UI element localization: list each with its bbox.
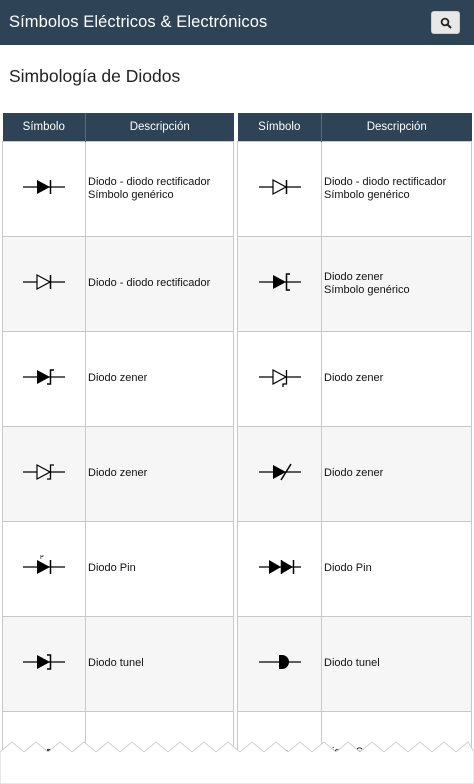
zener-diode-outline-icon <box>21 475 67 487</box>
column-header-description: Descripción <box>322 113 472 141</box>
symbol-cell <box>3 236 86 331</box>
table-row[interactable] <box>3 236 234 331</box>
description-line: Diodo zener <box>88 467 148 479</box>
symbol-cell <box>238 331 322 426</box>
table-row[interactable] <box>238 616 472 711</box>
symbol-cell <box>238 616 322 711</box>
symbol-cell <box>238 426 322 521</box>
table-row[interactable] <box>238 521 472 616</box>
symbol-cell <box>3 521 86 616</box>
description-line: Diodo - diodo rectificador <box>88 175 211 188</box>
symbol-cell <box>238 236 322 331</box>
tunnel-diode-half-icon <box>257 665 303 677</box>
app-title: Símbolos Eléctricos & Electrónicos <box>9 13 268 31</box>
table-row[interactable] <box>238 141 472 236</box>
diode-outline-icon <box>257 190 303 202</box>
symbols-table-left <box>2 113 234 784</box>
symbol-cell <box>3 331 86 426</box>
table-row[interactable] <box>3 616 234 711</box>
description-line: Diodo zener <box>324 270 384 283</box>
zener-diode-slash-icon <box>257 475 303 487</box>
description-cell <box>86 331 234 426</box>
column-header-symbol: Símbolo <box>238 113 322 141</box>
symbol-cell <box>3 616 86 711</box>
description-cell <box>322 521 472 616</box>
description-line: Diodo - diodo rectificador <box>324 175 447 188</box>
description-cell <box>86 236 234 331</box>
description-line: Diodo zener <box>324 467 384 479</box>
table-row[interactable] <box>3 521 234 616</box>
search-button[interactable] <box>431 11 460 34</box>
description-line: Símbolo genérico <box>324 188 410 201</box>
description-cell <box>86 616 234 711</box>
pin-diode-icon <box>21 554 67 582</box>
table-row[interactable] <box>238 331 472 426</box>
description-line: Diodo Pin <box>88 562 136 574</box>
tunnel-diode-icon <box>21 665 67 677</box>
description-line: Diodo tunel <box>324 657 380 669</box>
torn-edge <box>0 738 474 784</box>
table-row[interactable] <box>238 236 472 331</box>
zener-diode-filled-icon <box>21 380 67 392</box>
description-cell <box>322 616 472 711</box>
symbol-cell <box>238 521 322 616</box>
description-line: Símbolo genérico <box>88 188 174 201</box>
symbol-cell <box>238 141 322 236</box>
symbols-table-right <box>237 113 472 784</box>
pin-diode-double-icon <box>257 570 303 582</box>
symbol-cell <box>3 426 86 521</box>
description-cell <box>86 141 234 236</box>
table-row[interactable] <box>3 331 234 426</box>
diode-filled-icon <box>21 190 67 202</box>
diode-outline-icon <box>21 285 67 297</box>
description-line: Diodo Pin <box>324 562 372 574</box>
description-cell <box>86 426 234 521</box>
description-cell <box>322 141 472 236</box>
column-header-description: Descripción <box>86 113 234 141</box>
description-line: Diodo zener <box>324 372 384 384</box>
zener-diode-outline-alt-icon <box>257 380 303 392</box>
description-line: Diodo tunel <box>88 657 144 669</box>
search-icon <box>440 17 452 29</box>
description-line: Diodo - diodo rectificador <box>88 277 211 289</box>
description-line: Diodo zener <box>88 372 148 384</box>
table-row[interactable] <box>3 141 234 236</box>
table-row[interactable] <box>238 426 472 521</box>
column-header-symbol: Símbolo <box>3 113 86 141</box>
description-cell <box>322 331 472 426</box>
description-cell <box>322 236 472 331</box>
description-cell <box>86 521 234 616</box>
description-cell <box>322 426 472 521</box>
symbol-cell <box>3 141 86 236</box>
table-row[interactable] <box>3 426 234 521</box>
app-bar <box>0 0 474 45</box>
description-line: Símbolo genérico <box>324 283 410 296</box>
zener-diode-generic-icon <box>257 285 303 297</box>
page-title: Simbología de Diodos <box>9 66 181 86</box>
svg-text:P: P <box>40 554 44 561</box>
